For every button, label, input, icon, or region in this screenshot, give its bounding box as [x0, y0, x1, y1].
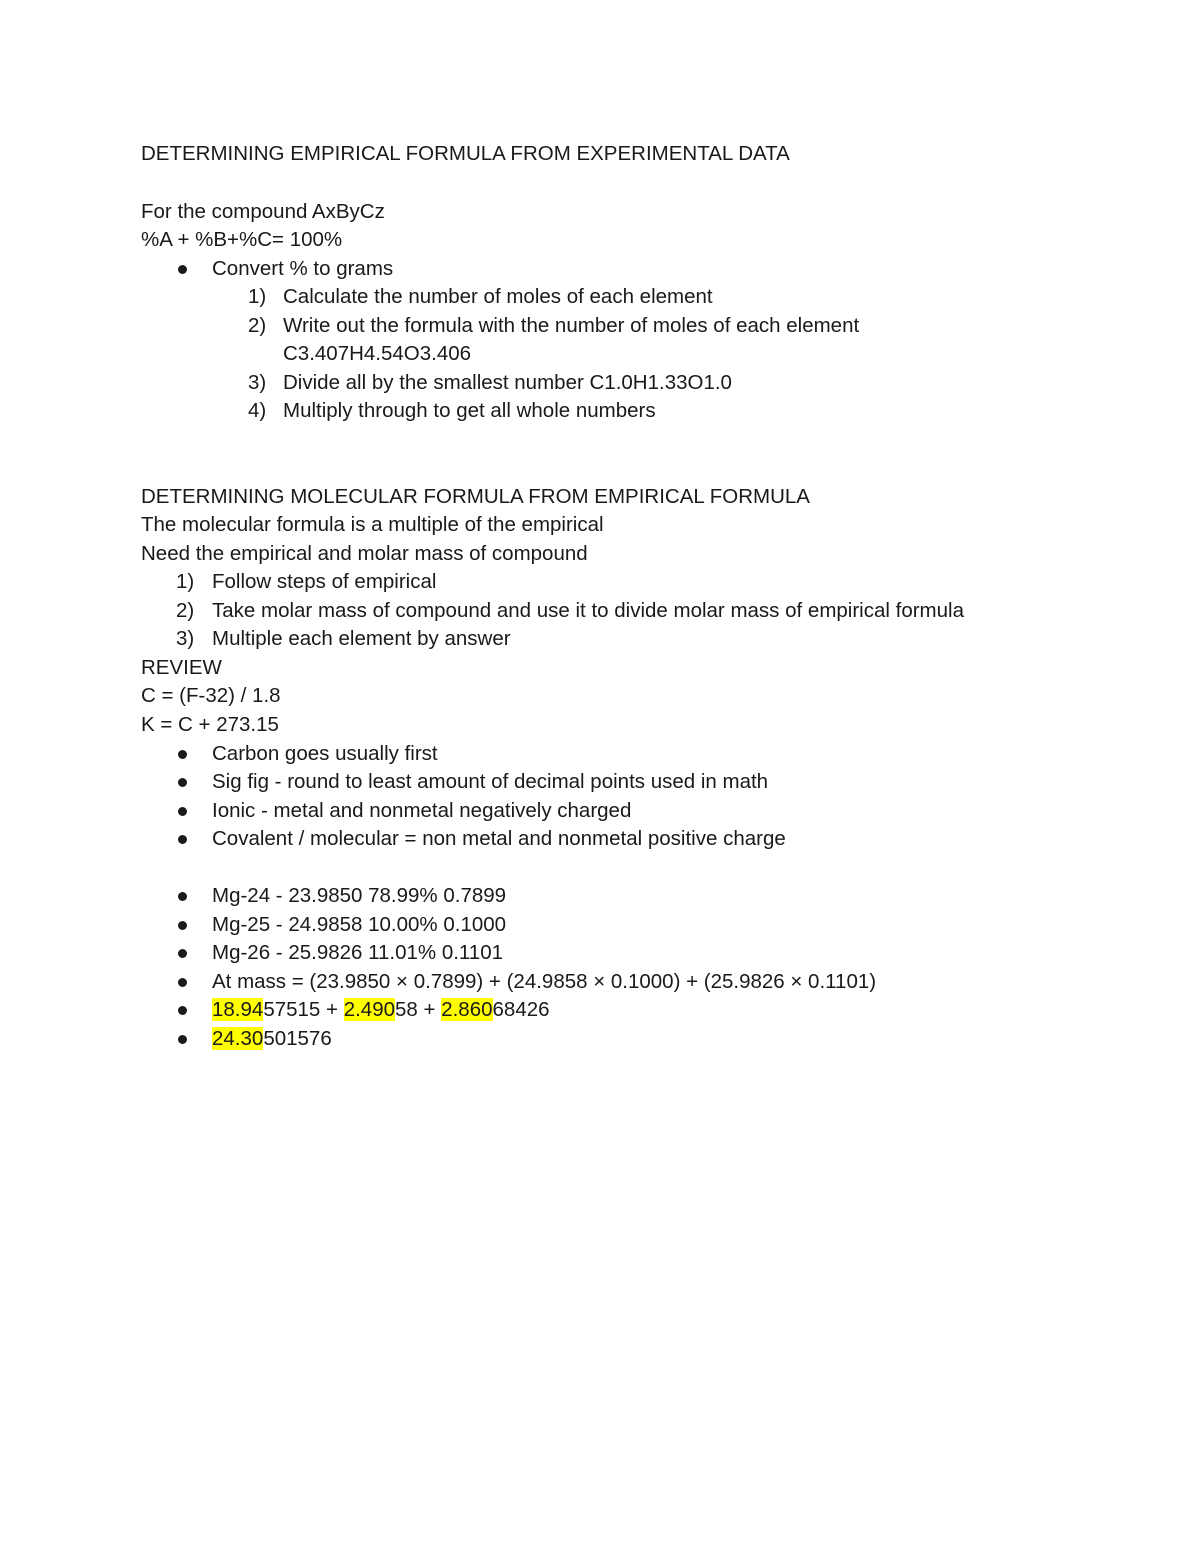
step-text: Take molar mass of compound and use it to divide molar mass of empirical formula: [212, 599, 964, 622]
molecular-line-1: The molecular formula is a multiple of the empirical: [141, 513, 604, 536]
step-text: Multiply through to get all whole numbers: [283, 399, 656, 422]
step-number: 2): [248, 314, 267, 337]
step-number: 3): [176, 627, 195, 650]
highlighted-digits: 18.94: [212, 998, 264, 1021]
sum-line: [212, 996, 550, 1024]
bullet-dot: [178, 921, 187, 930]
step-number: 2): [176, 599, 195, 622]
plus-sign: +: [417, 998, 442, 1021]
heading-molecular: DETERMINING MOLECULAR FORMULA FROM EMPIRICAL FORMULA: [141, 485, 810, 508]
step-text: Write out the formula with the number of moles of each element: [283, 314, 860, 337]
bullet-dot: [178, 1006, 187, 1015]
bullet-dot: [178, 892, 187, 901]
highlighted-digits: 24.30: [212, 1027, 264, 1050]
bullet-dot: [178, 949, 187, 958]
review-bullet: Sig fig - round to least amount of decimal points used in math: [212, 770, 769, 793]
formula-kelvin: K = C + 273.15: [141, 713, 279, 736]
bullet-dot: [178, 807, 187, 816]
bullet-dot: [178, 978, 187, 987]
sum-digits: 57515: [263, 998, 321, 1021]
bullet-dot: [178, 778, 187, 787]
plus-sign: +: [320, 998, 344, 1021]
step-number: 4): [248, 399, 267, 422]
review-bullet: Carbon goes usually first: [212, 742, 438, 765]
isotope-bullet: Mg-26 - 25.9826 11.01% 0.1101: [212, 941, 504, 964]
step-text: Follow steps of empirical: [212, 570, 437, 593]
result-digits: 501576: [263, 1027, 332, 1050]
heading-review: REVIEW: [141, 656, 222, 679]
step-number: 1): [176, 570, 195, 593]
molecular-line-2: Need the empirical and molar mass of compound: [141, 542, 588, 565]
review-bullet: Ionic - metal and nonmetal negatively charged: [212, 799, 632, 822]
atomic-mass-bullet: At mass = (23.9850 × 0.7899) + (24.9858 × 0.1000) + (25.9826 × 0.1101): [212, 970, 877, 993]
step-number: 1): [248, 285, 267, 308]
percent-sum-line: %A + %B+%C= 100%: [141, 228, 343, 251]
step-text: Calculate the number of moles of each element: [283, 285, 713, 308]
sum-digits: 68426: [492, 998, 550, 1021]
heading-empirical: DETERMINING EMPIRICAL FORMULA FROM EXPERIMENTAL DATA: [141, 142, 790, 165]
step-number: 3): [248, 371, 267, 394]
bullet-dot: [178, 265, 187, 274]
bullet-dot: [178, 835, 187, 844]
step-continuation: C3.407H4.54O3.406: [283, 342, 472, 365]
step-text: Multiple each element by answer: [212, 627, 511, 650]
isotope-bullet: Mg-24 - 23.9850 78.99% 0.7899: [212, 884, 507, 907]
formula-celsius: C = (F-32) / 1.8: [141, 684, 281, 707]
sum-digits: 58: [395, 998, 418, 1021]
isotope-bullet: Mg-25 - 24.9858 10.00% 0.1000: [212, 913, 507, 936]
result-line: [212, 1025, 332, 1053]
step-text: Divide all by the smallest number C1.0H1.33O1.0: [283, 371, 732, 394]
bullet-convert: Convert % to grams: [212, 257, 394, 280]
highlighted-digits: 2.490: [343, 998, 396, 1021]
review-bullet: Covalent / molecular = non metal and nonmetal positive charge: [212, 827, 786, 850]
compound-line: For the compound AxByCz: [141, 200, 385, 223]
highlighted-digits: 2.860: [441, 998, 493, 1021]
bullet-dot: [178, 1035, 187, 1044]
bullet-dot: [178, 750, 187, 759]
